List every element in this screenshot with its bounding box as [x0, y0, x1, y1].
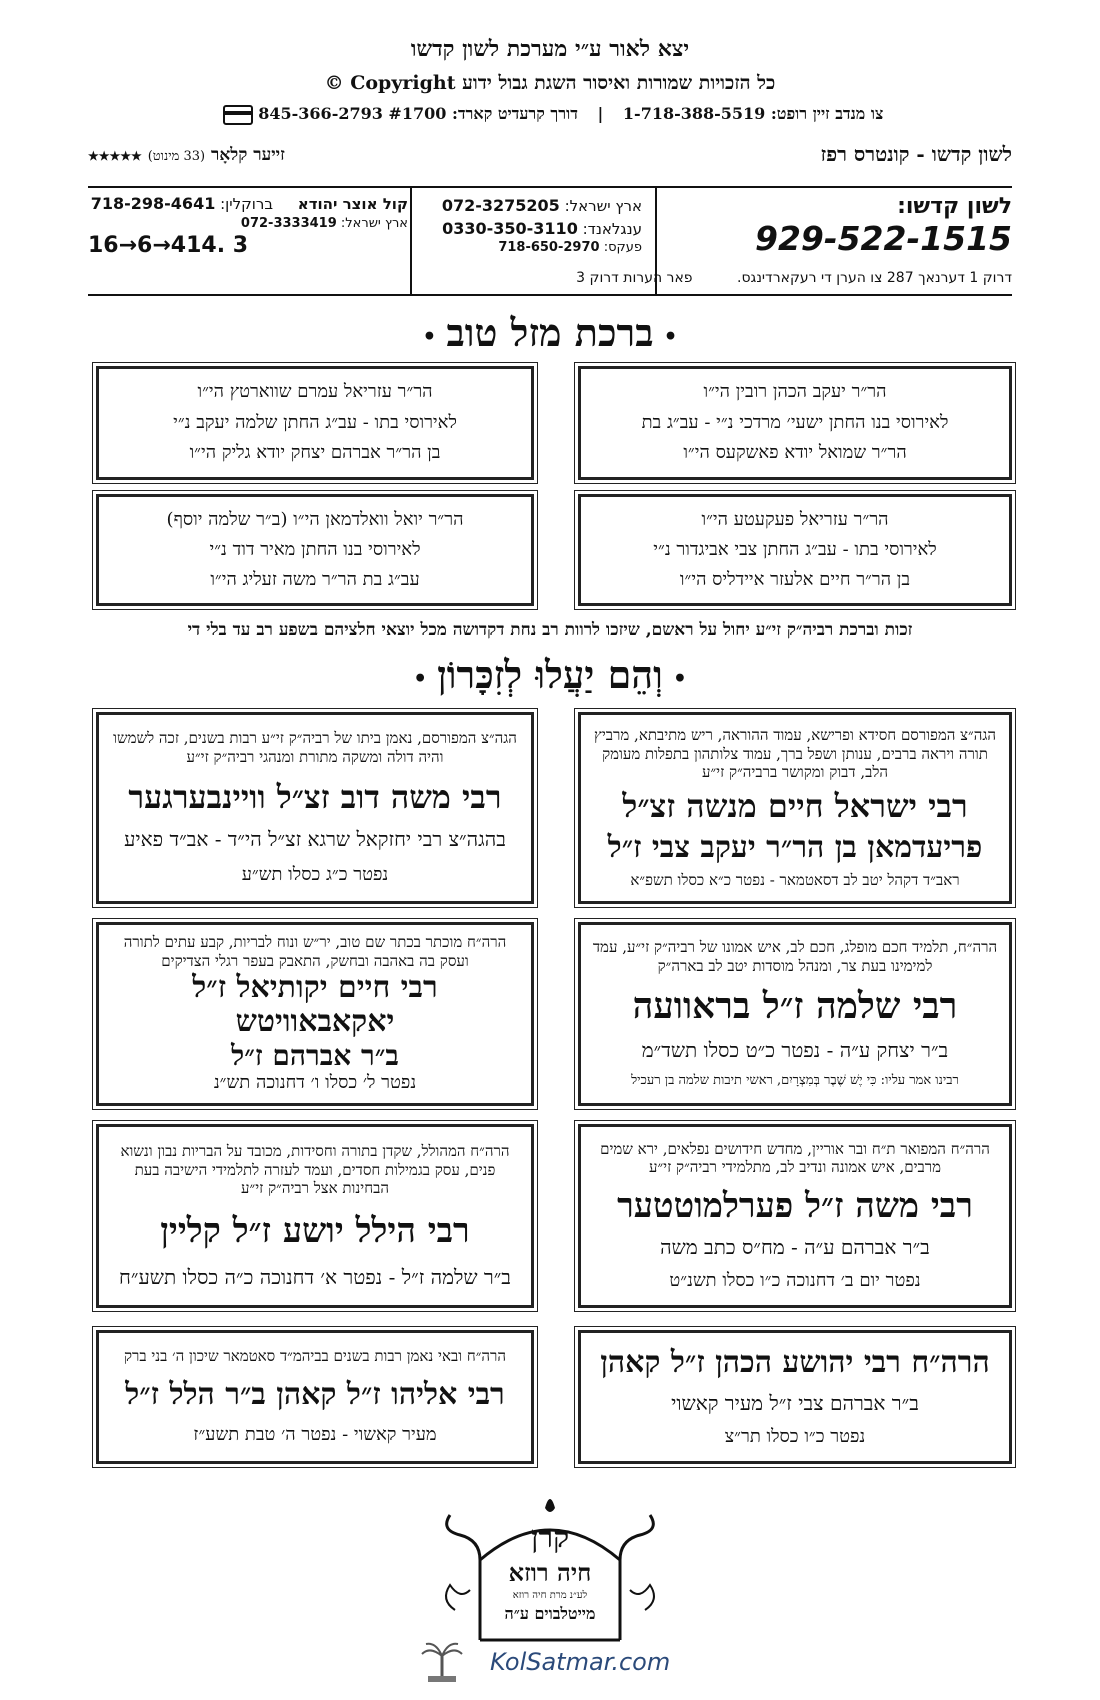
palm-tree-icon — [420, 1640, 464, 1684]
box-name: בהגה״צ רבי יחזקאל שרגא זצ״ל הי״ד - אב״ד פאיע — [124, 827, 506, 852]
mazel-tov-box — [96, 494, 534, 606]
mazel-tov-box — [578, 366, 1012, 480]
dial-sequence: 16→6→414. 3 — [88, 233, 249, 258]
box-intro: הרה״ח ובאי נאמן רבות בשנים בביהמ״ד סאטמאר שיכון ה׳ בני ברק — [123, 1347, 507, 1366]
box-line: לאירוסי בתו - עב״ג החתן צבי אביגדור נ״י — [653, 538, 937, 560]
donate-phone[interactable]: 1-718-388-5519 — [622, 104, 766, 123]
box-intro: הרה״ח מוכתר בכתר שם טוב, יר״ש ונוח לבריות, קבע עתים לתורה ועסק בה באהבה ובחשק, התאבק בעפר רגלי הצדיקים — [123, 933, 507, 970]
mazel-tov-title: •ברכת מזל טוב• — [422, 310, 678, 355]
box-intro: הגה״צ המפורסם חסידא ופרישא, עמוד ההוראה, ריש מתיבתא, מרביץ תורה ויראה ברבים, ענותן ושפל ברך, עמוד צלותהון בתפלות מעומק הלב, דבוק ומקושר ברביה״ק זי״ע — [594, 725, 996, 782]
box-line: בן הר״ר אברהם יצחק יודא גליק הי״ו — [189, 442, 441, 464]
kol-title: קול אוצר יהודא — [297, 195, 408, 213]
site-link[interactable]: KolSatmar.com — [490, 1648, 671, 1676]
memorial-box — [578, 922, 1012, 1106]
box-intro: הגה״צ המפורסם, נאמן ביתו של רביה״ק זי״ע רבות בשנים, זכה לשמשו והיה דולה ומשקה מתורת ומנהגי רביה״ק זי״ע — [113, 729, 517, 766]
box-line: לאירוסי בנו החתן ישעי׳ מרדכי נ״י - עב״ג בת — [641, 411, 949, 433]
info-panel — [88, 186, 1012, 296]
box-end: נפטר כ״ג כסלו תש״ע — [241, 864, 389, 886]
memorial-box — [578, 1330, 1012, 1464]
memorial-box — [96, 1330, 534, 1464]
box-name: ב״ר אברהם ע״ה - מח״ס כתב משה — [660, 1235, 930, 1260]
box-name: רבי שלמה ז״ל בראוועה — [632, 985, 958, 1028]
clarity-label: זייער קלאָר — [211, 145, 285, 165]
memorial-box — [96, 712, 534, 904]
israel-label: ארץ ישראל: — [564, 197, 642, 215]
england-phone[interactable]: 0330-350-3110 — [442, 219, 578, 238]
england-label: ענגלאנד: — [582, 220, 642, 238]
box-name: רבי ישראל חיים מנשה זצ״ל — [622, 787, 968, 826]
memorial-title: •וְהֵם יַעֲלוּ לְזִכָּרוֹן• — [413, 652, 687, 697]
box-end: רבינו אמר עליו: כִּי יֶשׁ שֶׁבֶר בְּמִצְרָיִם, ראשי תיבות שלמה בן רעכיל — [631, 1073, 959, 1089]
eretz-label: ארץ ישראל: — [340, 216, 408, 231]
logo-small: מייטלבוים ע״ה — [504, 1604, 596, 1623]
box-line: הר״ר יעקב הכהן רובין הי״ו — [703, 381, 887, 403]
clarity-rating — [88, 145, 285, 165]
kuntres-title: לשון קדשו - קונטרס רפז — [820, 142, 1012, 166]
box-end: נפטר ל׳ כסלו ו׳ דחנוכה תש״נ — [213, 1072, 417, 1094]
box-line: הר״ר עזריאל פעקעטע הי״ו — [701, 508, 889, 530]
box-name: ב״ר אברהם צבי ז״ל מעיר קאשוי — [671, 1390, 919, 1415]
box-name: הרה״ח רבי יהושע הכהן ז״ל קאהן — [600, 1345, 990, 1380]
fax-label: פעקס: — [603, 240, 642, 255]
box-intro: הרה״ח המפואר ת״ח ובר אוריין, מחדש חידושים נפלאים, ירא שמים מרבים, איש אמונה ונדיב לב, מתלמידי רביה״ק זי״ע — [600, 1139, 990, 1177]
box-line: בן הר״ר חיים אלעזר איידליס הי״ו — [679, 568, 911, 590]
box-line: הר״ר יואל וואלדמאן הי״ו (ב״ר שלמה יוסף) — [166, 508, 464, 530]
box-end: נפטר יום ב׳ דחנוכה כ״ו כסלו תשנ״ט — [669, 1269, 921, 1291]
contact-line: צו מנדב זיין רופט: 1-718-388-5519 | דורך קרעדיט קארד: 845-366-2793 #1700 — [120, 104, 980, 125]
box-line: הר״ר שמואל יודא פאשקעס הי״ו — [683, 442, 907, 464]
donate-label: צו מנדב זיין רופט: — [770, 104, 884, 123]
box-intro: הרה״ח, תלמיד חכם מופלג, חכם לב, איש אמונו של רביה״ק זי״ע, עמד למימינו בעת צר, ומנהל מוסדות יטב לב בארה״ק — [592, 938, 998, 975]
box-name: רבי אליהו ז״ל קאהן ב״ר הלל ז״ל — [125, 1376, 505, 1412]
box-name: מעיר קאשוי - נפטר ה׳ טבת תשע״ז — [193, 1424, 437, 1446]
mazel-tov-box — [578, 494, 1012, 606]
credit-card-icon — [223, 105, 253, 125]
logo-small: לע״נ מרת חיה רוזא — [512, 1590, 588, 1601]
minutes: (33 מינוט) — [147, 149, 206, 164]
box-name: רבי הילל יושע ז״ל קליין — [160, 1211, 470, 1252]
box-line: הר״ר עזריאל עמרם שווארטץ הי״ו — [197, 381, 433, 403]
memorial-box — [578, 712, 1012, 904]
eretz-phone[interactable]: 072-3333419 — [240, 216, 337, 231]
israel-phone[interactable]: 072-3275205 — [441, 196, 560, 215]
box-line: לאירוסי בתו - עב״ג החתן שלמה יעקב נ״י — [173, 411, 457, 433]
brooklyn-phone[interactable]: 718-298-4641 — [90, 194, 216, 213]
box-name: ב״ר שלמה ז״ל - נפטר א׳ דחנוכה כ״ה כסלו תשע״ח — [119, 1265, 511, 1290]
box-name: רבי חיים יקותיאל ז״ל יאקאבאוויטש — [192, 969, 438, 1040]
mazel-tov-box — [96, 366, 534, 480]
credit-label: דורך קרעדיט קארד: — [451, 104, 578, 123]
box-name: ב״ר יצחק ע״ה - נפטר כ״ט כסלו תשד״מ — [641, 1038, 949, 1063]
credit-phone[interactable]: 845-366-2793 #1700 — [258, 104, 447, 123]
memorial-box — [96, 1124, 534, 1308]
blessing-note: זכות וברכת רביה״ק זי״ע יחול על ראשם, שיזכו לרוות רב נחת דקדושה מכל יוצאי חלציהם בשפע רב עד בלי די — [187, 620, 913, 640]
lk-phone[interactable]: 929-522-1515 — [754, 219, 1012, 258]
box-name: רבי משה ז״ל פערלמוטטער — [617, 1185, 973, 1226]
box-end: נפטר כ״ו כסלו תר״צ — [724, 1425, 866, 1447]
box-line: עב״ג בת הר״ר משה זעליג הי״ו — [210, 568, 420, 590]
footer-right: דרוק 1 דערנאך 287 צו הערן די רעקארדינגס. — [737, 270, 1012, 286]
box-name: ב״ר אברהם ז״ל — [231, 1039, 399, 1072]
box-name: פריעדמאן בן הר״ר יעקב צבי ז״ל — [607, 829, 983, 865]
box-name: רבי משה דוב זצ״ל וויינבערגער — [128, 777, 502, 816]
box-intro: הרה״ח המהולל, שקדן בתורה וחסידות, מכובד על הבריות נבון ונשוא פנים, עסק בגמילות חסדים, ועמד לעזרה לתלמידי הישיבה בעת הבחינות אצל רביה״ק זי״ע — [120, 1141, 510, 1198]
lk-title: לשון קדשו: — [897, 194, 1012, 219]
memorial-box — [96, 922, 534, 1106]
brooklyn-label: ברוקלין: — [220, 195, 273, 213]
logo-keren: קרן — [530, 1520, 570, 1555]
star-icon: ★★★★★ — [88, 149, 142, 163]
keren-logo — [420, 1490, 680, 1660]
memorial-box — [578, 1124, 1012, 1308]
publisher-line: יצא לאור ע״י מערכת לשון קדשו — [410, 36, 690, 62]
logo-name: חיה רוזא — [508, 1558, 592, 1587]
footer-mid: פאר הערות דרוק 3 — [576, 270, 693, 286]
box-line: לאירוסי בנו החתן מאיר דוד נ״י — [209, 538, 421, 560]
fax-phone[interactable]: 718-650-2970 — [498, 240, 600, 255]
copyright-line: כל הזכויות שמורות ואיסור השגת גבול ידוע Copyright © — [324, 72, 776, 94]
box-end: ראב״ד דקהל יטב לב דסאטמאר - נפטר כ״א כסלו תשפ״א — [630, 871, 960, 890]
